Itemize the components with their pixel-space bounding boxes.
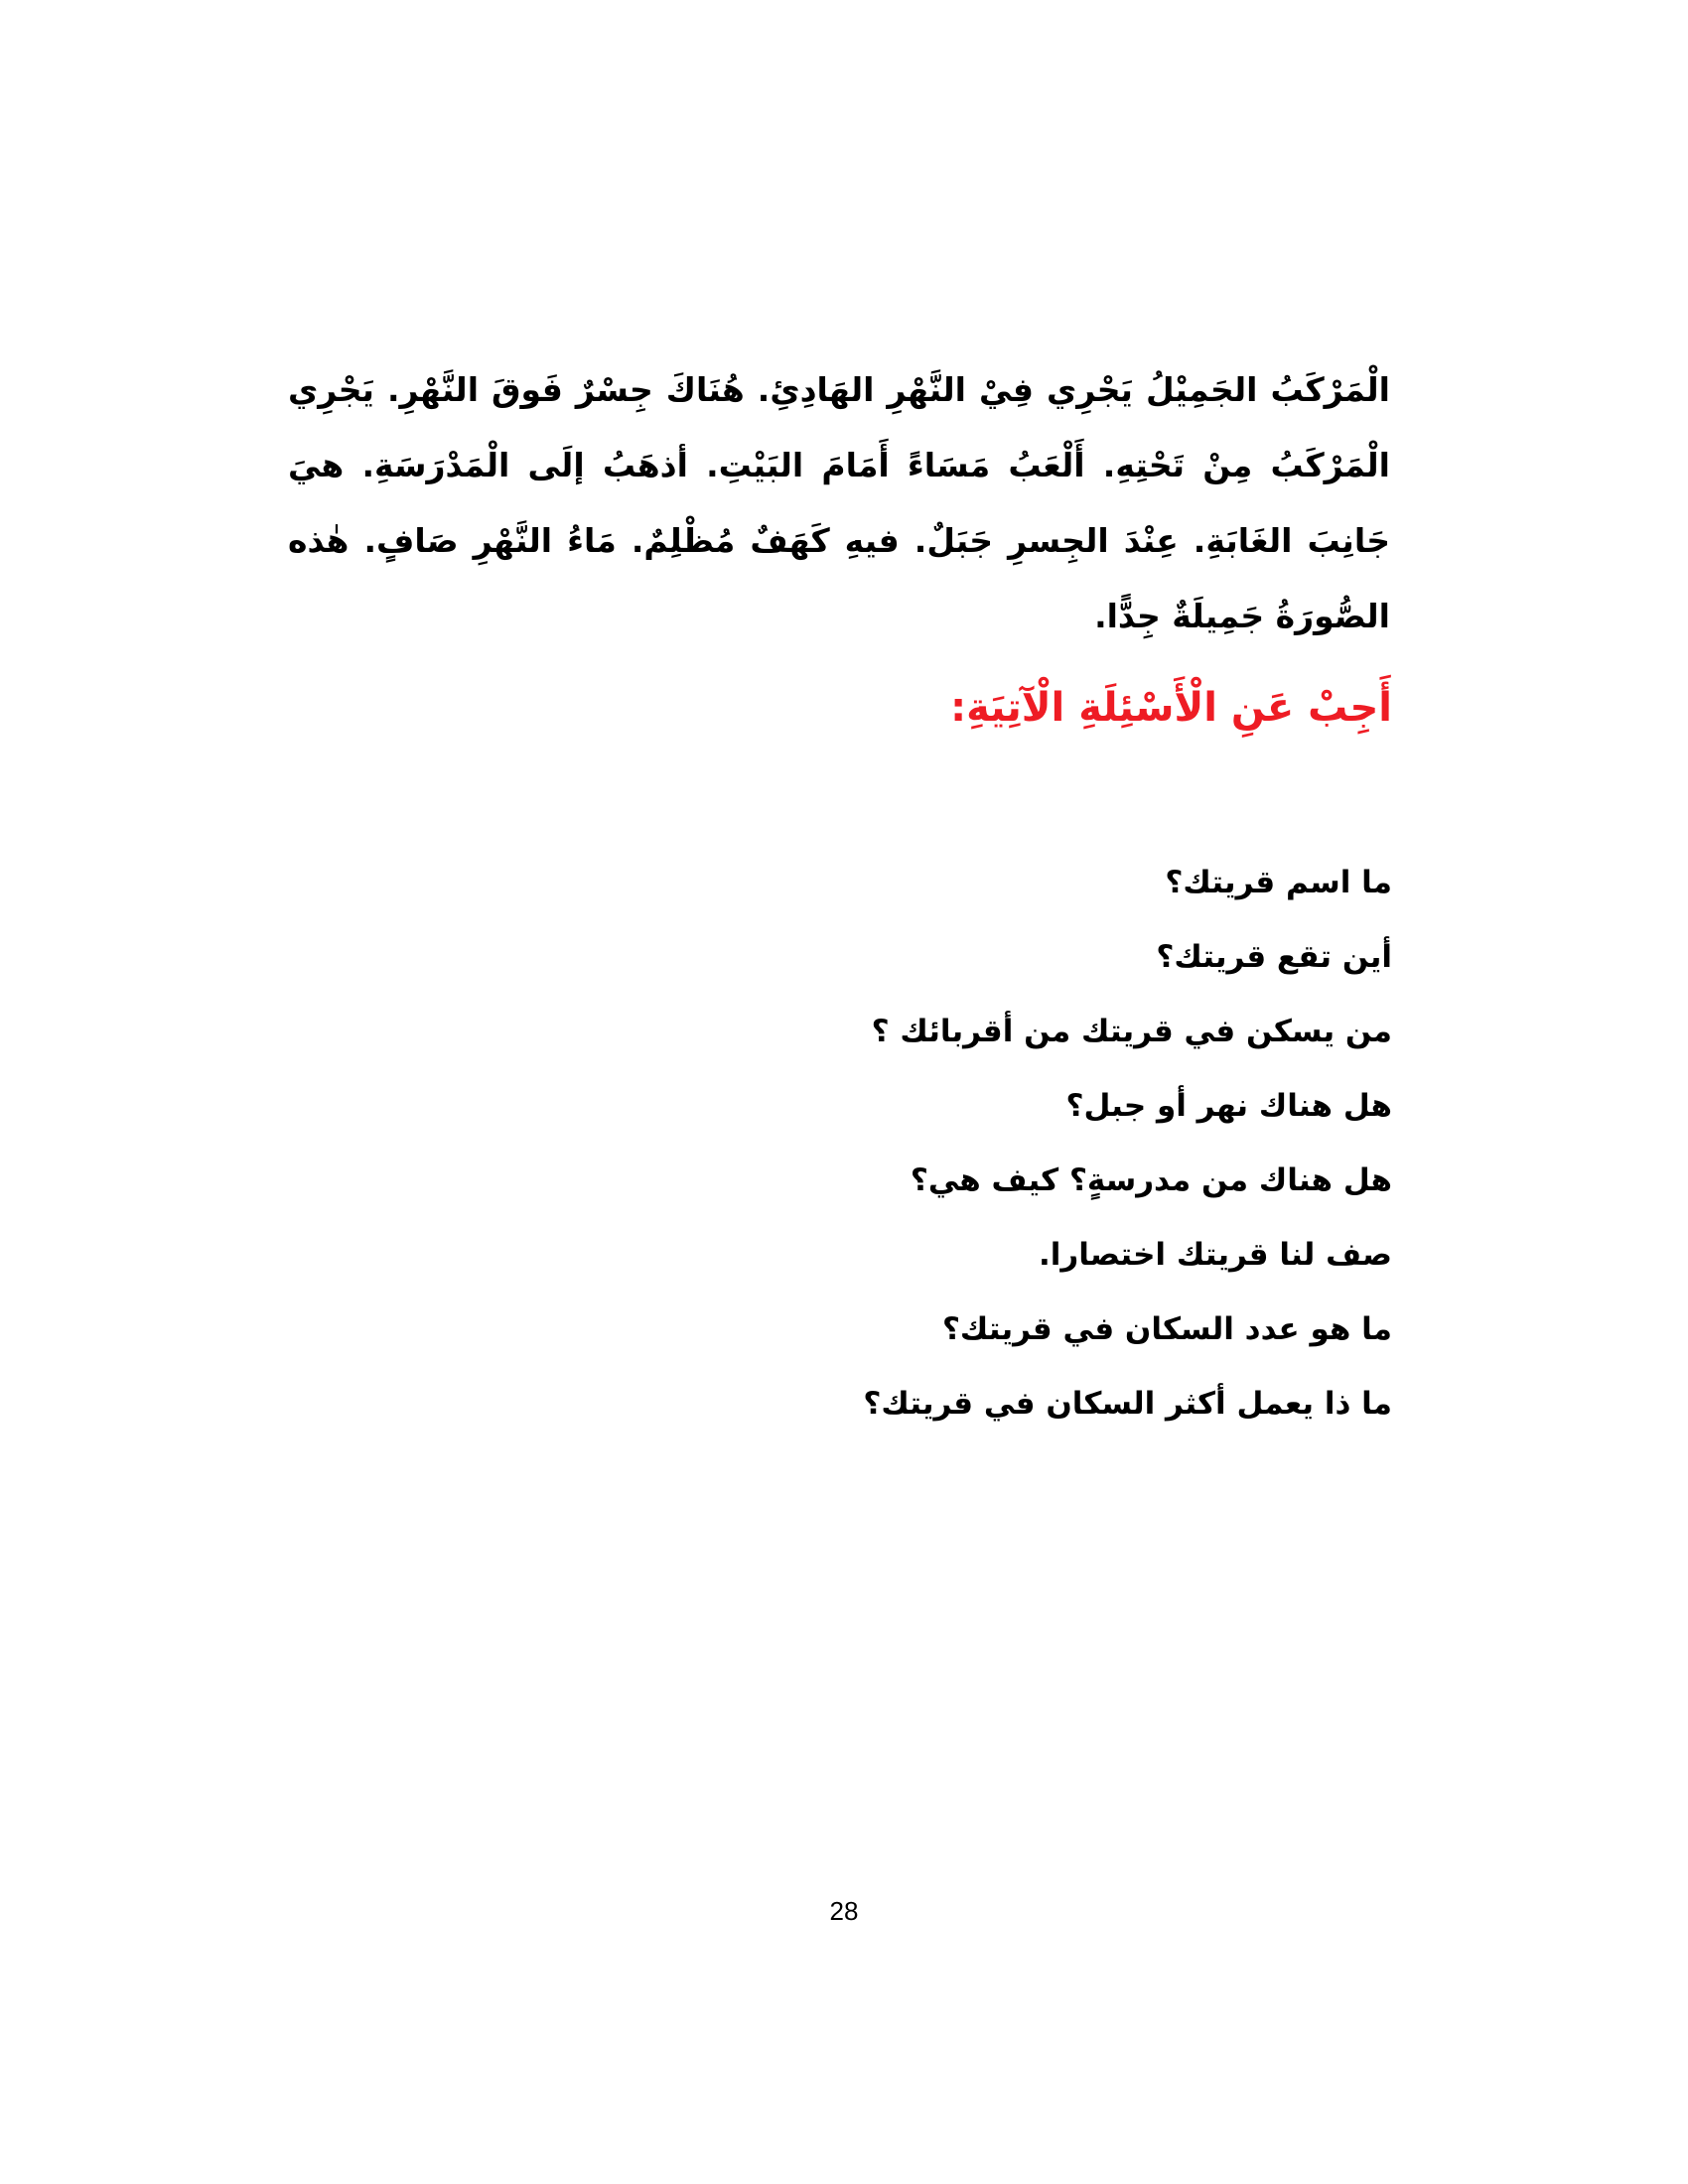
page-number: 28 — [829, 1896, 859, 1926]
question-item: هل هناك من مدرسةٍ؟ كيف هي؟ — [910, 1162, 1392, 1198]
question-item: ما اسم قريتك؟ — [1165, 865, 1392, 900]
question-item: هل هناك نهر أو جبل؟ — [1065, 1088, 1392, 1124]
question-item: أين تقع قريتك؟ — [1156, 939, 1392, 975]
reading-passage: الْمَرْكَبُ الجَمِيْلُ يَجْرِي فِيْ النَّهْرِ الهَادِئِ. هُنَاكَ جِسْرٌ فَوقَ النَّهْرِ. يَجْرِي الْمَرْكَبُ مِنْ تَحْتِهِ. أَلْعَبُ مَسَاءً أَمَامَ البَيْتِ. أذهَبُ إلَى الْمَدْرَسَةِ. هيَ جَانِبَ الغَابَةِ. عِنْدَ الجِسرِ جَبَلٌ. فيهِ كَهَفٌ مُظْلِمٌ. مَاءُ النَّهْرِ صَافٍ. هٰذه الصُّورَةُ جَمِيلَةٌ جِدًّا. — [288, 370, 1390, 635]
question-item: من يسكن في قريتك من أقربائك ؟ — [871, 1014, 1392, 1049]
questions-heading: أَجِبْ عَنِ الْأَسْئِلَةِ الْآتِيَةِ: — [950, 685, 1392, 731]
questions-list — [863, 846, 1392, 1441]
question-item: صف لنا قريتك اختصارا. — [1039, 1237, 1392, 1273]
question-item: ما هو عدد السكان في قريتك؟ — [941, 1311, 1392, 1347]
question-item: ما ذا يعمل أكثر السكان في قريتك؟ — [863, 1386, 1392, 1422]
